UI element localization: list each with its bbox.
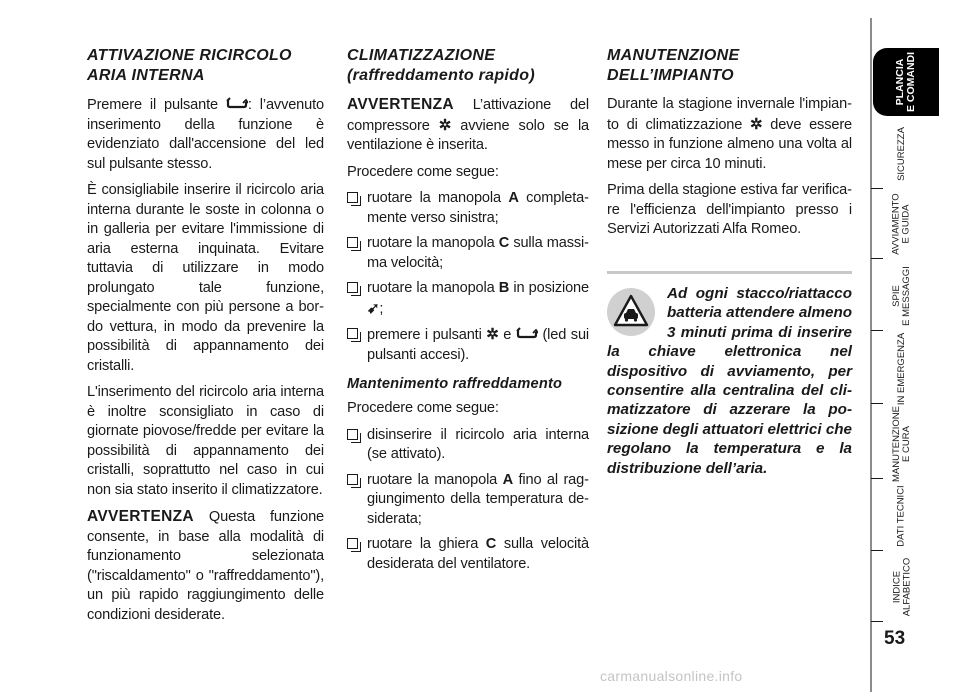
column-air-conditioning bbox=[347, 46, 589, 581]
page-number: 53 bbox=[884, 628, 906, 649]
list-item: ruotare la manopola A completamente verso sinistra; bbox=[347, 189, 589, 228]
checkbox-bullet-icon bbox=[347, 474, 358, 485]
tab-manutenzione[interactable] bbox=[872, 406, 932, 482]
warning-keyword: AVVERTENZA bbox=[87, 508, 194, 525]
tab-label: DATI TECNICI bbox=[896, 485, 907, 547]
steps-list bbox=[347, 426, 589, 575]
paragraph: È consigliabile inserire il ricircolo aria interna durante le soste in colonna o in galleria per evitare l'immissione di aria esterna inquinata. Evitare tuttavia di utilizzare in modo prolungato tale funzione, specialmente con più persone a bordo vettura, in modo da prevenire la possibilità di appannamento dei cristalli. bbox=[87, 182, 324, 374]
section-title-maintenance: MANUTENZIONE DELL’IMPIANTO bbox=[607, 47, 740, 84]
list-item: disinserire il ricircolo aria interna (se attivato). bbox=[347, 426, 589, 465]
subsection-title: Mantenimento raffreddamento bbox=[347, 376, 563, 392]
tab-label: INDICE ALFABETICO bbox=[890, 557, 912, 617]
paragraph: Procedere come segue: bbox=[347, 163, 499, 180]
section-title-recirculation: ATTIVAZIONE RICIRCOLO ARIA INTERNA bbox=[87, 47, 292, 84]
checkbox-bullet-icon bbox=[347, 237, 358, 248]
tab-label: PLANCIA E COMANDI bbox=[894, 51, 917, 113]
text: Questa funzione consente, in base alla modalità di funzionamento selezionata ("riscaldamento" o "raffreddamento"), un più rapido raggiungimento delle condizioni desiderate. bbox=[87, 509, 324, 623]
recirculation-icon bbox=[226, 95, 248, 115]
warning-text: Ad ogni stacco/riattacco batteria attendere almeno 3 minuti prima di inserire la chiave elettronica nel dispositivo di avviamento, per consentire alla centralina del climatizzatore di azzerare la posizione degli attuatori elettrici che regolano la temperatura e la distribuzione dell’aria. bbox=[607, 285, 852, 477]
tab-divider bbox=[871, 258, 883, 259]
tab-divider bbox=[871, 550, 883, 551]
warning-keyword: AVVERTENZA bbox=[347, 96, 454, 113]
section-title-air-conditioning: CLIMATIZZAZIONE (raffreddamento rapido) bbox=[347, 47, 535, 84]
text: : l’avvenuto inserimento della funzione è evidenziato dall'accensione del led sul pulsante stesso. bbox=[87, 97, 324, 172]
list-item: ruotare la manopola B in posizione ➹; bbox=[347, 279, 589, 319]
tab-divider bbox=[871, 478, 883, 479]
checkbox-bullet-icon bbox=[347, 429, 358, 440]
tab-divider bbox=[871, 330, 883, 331]
paragraph: L'inserimento del ricircolo aria interna è inoltre sconsigliato in caso di giornate piovose/fredde per evitare la possibilità di appannamento dei cristalli, soprattutto nel caso in cui non sia stato inserito il climatizzatore. bbox=[87, 384, 324, 498]
tab-sicurezza[interactable] bbox=[872, 120, 932, 188]
tab-label: AVVIAMENTO E GUIDA bbox=[891, 193, 913, 255]
list-item: ruotare la ghiera C sulla velocità desiderata del ventilatore. bbox=[347, 535, 589, 574]
tab-label: IN EMERGENZA bbox=[896, 332, 907, 406]
tab-label: MANUTENZIONE E CURA bbox=[891, 406, 912, 482]
tab-plancia[interactable] bbox=[873, 48, 939, 116]
paragraph: Prima della stagione estiva far verificare l'efficienza dell'impianto presso i Servizi Autorizzati Alfa Romeo. bbox=[607, 182, 852, 237]
paragraph: Procedere come segue: bbox=[347, 400, 499, 416]
snowflake-icon: ✲ bbox=[486, 326, 499, 343]
tab-label: SICUREZZA bbox=[896, 127, 907, 181]
recirculation-icon bbox=[516, 325, 538, 345]
warning-paragraph bbox=[347, 95, 589, 156]
text: Premere il pulsante bbox=[87, 97, 218, 113]
tab-divider bbox=[871, 188, 883, 189]
column-maintenance bbox=[607, 46, 852, 247]
watermark: carmanualsonline.info bbox=[600, 668, 743, 684]
list-item: ruotare la manopola C sulla massima velocità; bbox=[347, 234, 589, 273]
tab-divider bbox=[871, 403, 883, 404]
paragraph: Durante la stagione invernale l'impianto di climatizzazione ✲ deve essere messo in funzione almeno una volta al mese per circa 10 minuti. bbox=[607, 96, 852, 172]
tab-label: SPIE E MESSAGGI bbox=[891, 266, 912, 326]
steps-list bbox=[347, 189, 589, 365]
text: avviene solo se la ventilazione è inserita. bbox=[347, 117, 590, 153]
column-recirculation bbox=[87, 46, 324, 632]
face-vent-icon: ➹ bbox=[367, 299, 380, 317]
checkbox-bullet-icon bbox=[347, 282, 358, 293]
paragraph bbox=[87, 95, 324, 174]
tab-avviamento[interactable] bbox=[872, 190, 932, 258]
warning-note bbox=[607, 271, 852, 478]
checkbox-bullet-icon bbox=[347, 328, 358, 339]
tab-divider bbox=[871, 621, 883, 622]
tab-in-emergenza[interactable] bbox=[872, 332, 932, 406]
snowflake-icon: ✲ bbox=[438, 116, 452, 134]
warning-paragraph bbox=[87, 507, 324, 625]
list-item: ruotare la manopola A fino al raggiungimento della temperatura desiderata; bbox=[347, 471, 589, 530]
tab-dati-tecnici[interactable] bbox=[872, 482, 932, 550]
warning-triangle-icon bbox=[607, 288, 655, 336]
checkbox-bullet-icon bbox=[347, 538, 358, 549]
list-item: premere i pulsanti ✲ e (led sui pulsanti accesi). bbox=[347, 325, 589, 365]
tab-indice[interactable] bbox=[872, 553, 932, 621]
checkbox-bullet-icon bbox=[347, 192, 358, 203]
text: L’attivazione del compressore bbox=[347, 97, 589, 134]
tab-spie[interactable] bbox=[872, 262, 932, 330]
snowflake-icon: ✲ bbox=[750, 115, 763, 133]
